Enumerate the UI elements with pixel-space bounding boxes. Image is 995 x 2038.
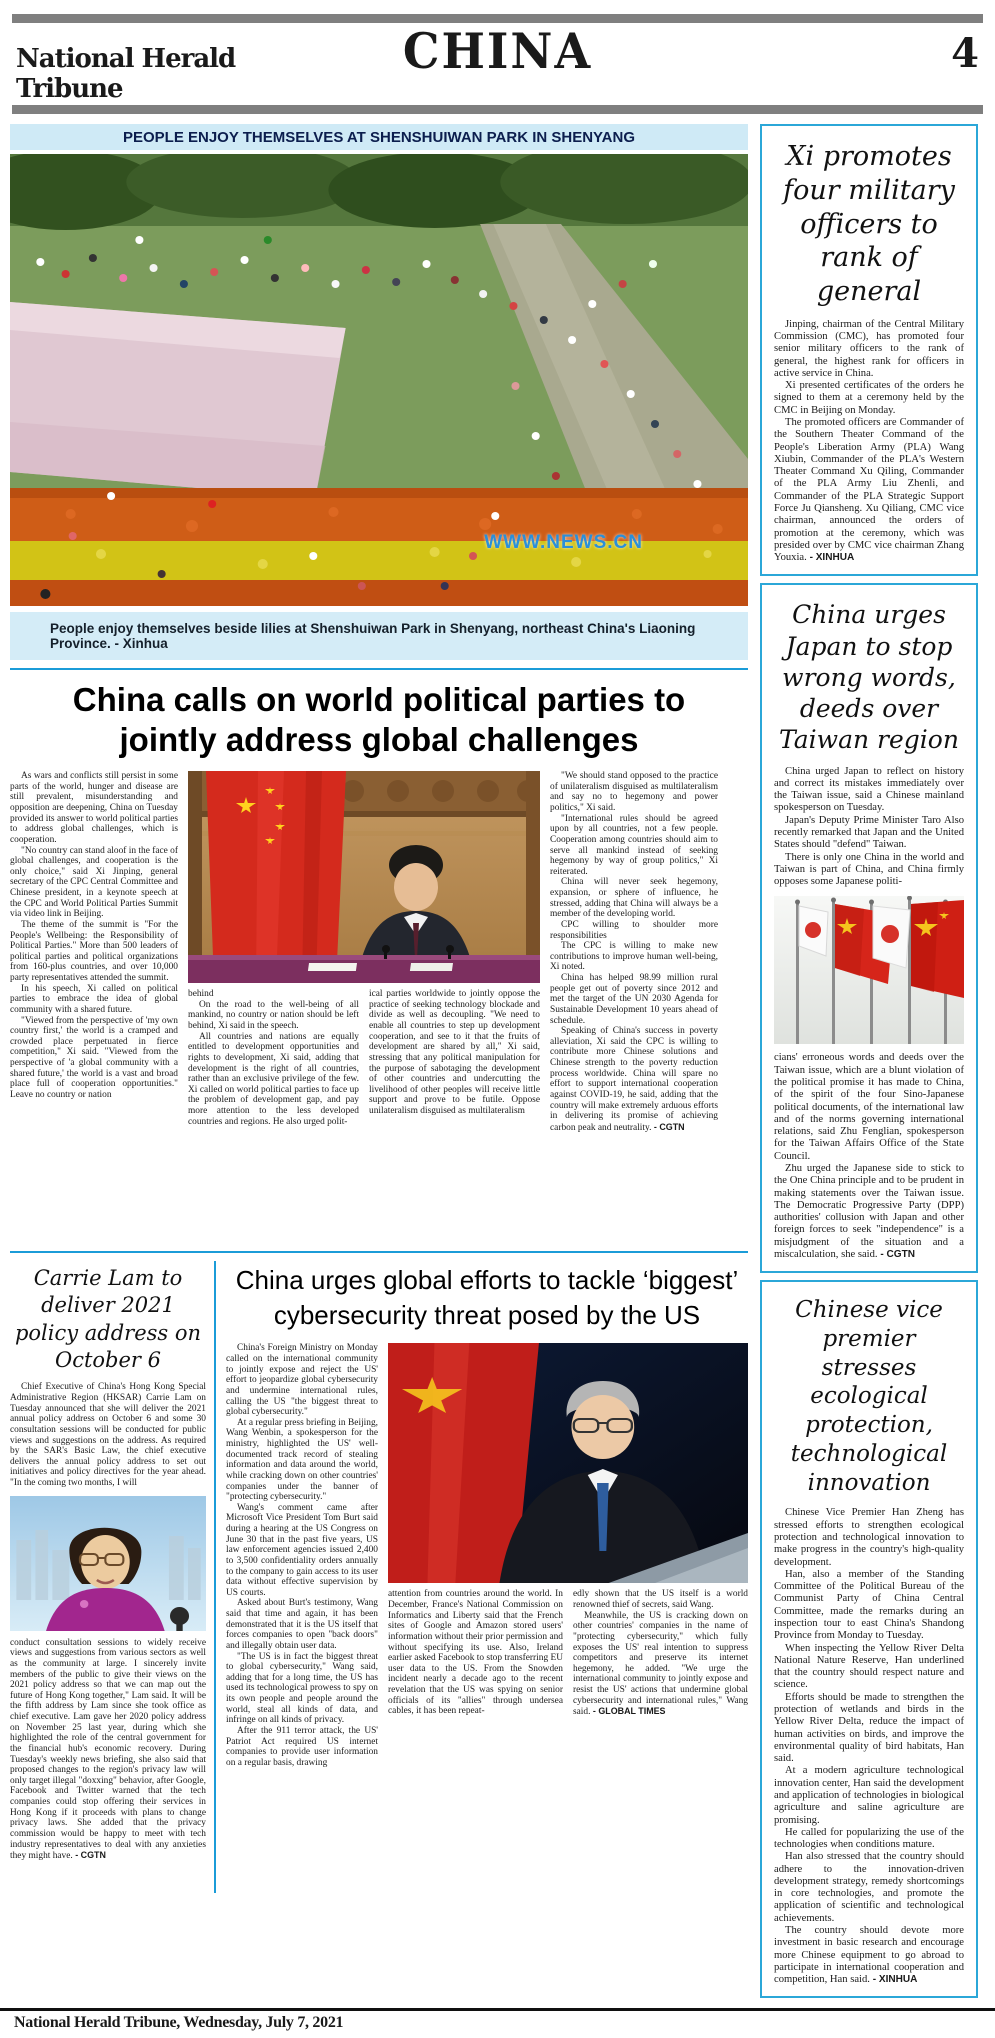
paragraph: Efforts should be made to strengthen the protection of wetlands and birds in the Yellow River Delta, reduce the impact of human activities on birds, and improve the environmental quality of bird habitats, Han said. [774,1691,964,1765]
news-agency-credit: - CGTN [72,1850,106,1861]
photo-banner-headline: PEOPLE ENJOY THEMSELVES AT SHENSHUIWAN PARK IN SHENYANG [10,124,748,150]
paragraph: China urged Japan to reflect on history and correct its mistakes immediately over the Taiwan issue, said a Chinese mainland spokesperson on Tuesday. [774,765,964,814]
paragraph: attention from countries around the world. In December, France's National Commission on Informatics and Liberty said that the French sites of Google and Amazon stored users' information without their prior permission and without specifying its use. Also, Ireland earlier asked Facebook to stop transferring EU user data to the US. From the Snowden incident nearly a decade ago to the recent revelation that the US was spying on senior officials of its "allies" through undersea cables, it has been repeat- [388,1589,563,1717]
news-agency-credit: - CGTN [651,1121,685,1132]
sidebar-article-japan [760,583,978,1273]
masthead [0,14,995,114]
paragraph: On the road to the well-being of all mankind, no country or nation should be left behind, Xi said in the speech. [188,999,359,1032]
china-japan-flags-photo [774,896,964,1044]
sidebar-article-generals [760,124,978,576]
generals-text [774,319,964,565]
sidebar [760,124,978,1998]
carrie-lam-photo [10,1496,206,1631]
paragraph: The CPC is willing to make new contributions to improve human well-being, Xi noted. [550,941,718,973]
news-cn-watermark: WWW.NEWS.CN [484,532,643,553]
news-agency-credit: - GLOBAL TIMES [590,1706,666,1717]
carrie-lam-text-top [10,1382,206,1488]
masthead-rule-top [12,14,983,23]
paragraph: In his speech, Xi called on political parties to embrace the idea of global community with a shared future. [10,983,178,1015]
footer-dateline: National Herald Tribune, Wednesday, July 7, 2021 [14,2014,344,2032]
paragraph: "We should stand opposed to the practice of unilateralism disguised as multilateralism and say no to hegemony and power politics," Xi said. [550,771,718,814]
carrie-lam-text-bottom [10,1638,206,1862]
main-article-column-1 [10,771,178,1241]
paragraph: Chinese Vice Premier Han Zheng has stressed efforts to strengthen ecological protection and technological innovation to make progress in the country's high-quality development. [774,1507,964,1568]
page-number: 4 [951,30,979,77]
paragraph: behind [188,989,214,1000]
paragraph: China has helped 98.99 million rural people get out of poverty since 2012 and met the target of the UN 2030 Agenda for Sustainable Development 10 years ahead of schedule. [550,973,718,1026]
paragraph: As wars and conflicts still persist in some parts of the world, hunger and disease are still prevalent, misunderstanding and opposition are deepening, China on Tuesday provided its answer to world political parties to address global challenges, which is cooperation. [10,771,178,845]
news-agency-credit: - CGTN [877,1248,916,1260]
paragraph: Han also stressed that the country should adhere to the innovation-driven development strategy, remedy shortcomings in core technologies, and promote the application of scientific and technological achievements. [774,1851,964,1924]
main-article-column-3 [369,989,540,1127]
paragraph: Jinping, chairman of the Central Military Commission (CMC), has promoted four senior military officers to the rank of general, the highest rank for officers in active service in China. [774,318,964,379]
park-photo [10,154,748,606]
wang-wenbin-photo [388,1343,748,1583]
generals-headline: Xi promotes four military officers to rank of general [783,141,955,307]
paragraph: Meanwhile, the US is cracking down on other countries' companies in the name of "protecting cybersecurity," which fully exposes the US' real intention to suppress competitors and preserve its internet hegemony, he added. "We urge the international community to jointly expose and resist the US' actions that undermine global cybersecurity and international rules," Wang said. - GLOBAL TIMES [573,1610,748,1718]
paragraph: China's Foreign Ministry on Monday called on the international community to jointly expose and reject the US' effort to jeopardize global cybersecurity and undermine international rules, calling the US "the biggest threat to global cybersecurity." [226,1343,378,1418]
cybersecurity-headline: China urges global efforts to tackle ‘biggest’ cybersecurity threat posed by the US [235,1265,739,1331]
paragraph: Xi presented certificates of the orders he signed to them at a ceremony held by the CMC in Beijing on Monday. [774,380,964,416]
main-article-column-2 [188,989,359,1127]
paragraph: The theme of the summit is "For the People's Wellbeing: the Responsibility of Political Parties." More than 500 leaders of political parties and political organizations from 160-plus countries, and over 10,000 party representatives attended the summit. [10,919,178,984]
paragraph: cians' erroneous words and deeds over the Taiwan issue, which are a blunt violation of the political promise it has made to China, of the spirit of the four Sino-Japanese political documents, of the international law and of the norms governing international relations, said Zhu Fenglian, spokesperson for the Taiwan Affairs Office of the State Council. [774,1052,964,1162]
divider-rule [10,668,748,670]
paragraph: Asked about Burt's testimony, Wang said that time and again, it has been demonstrated that it is the US itself that forces companies to open "back doors" and illegally obtain user data. [226,1598,378,1651]
sidebar-article-han-zheng [760,1280,978,1998]
paragraph: There is only one China in the world and Taiwan is part of China, and China firmly opposes some Japanese politi- [774,851,964,888]
carrie-lam-article [10,1261,214,1893]
cyber-column-3 [573,1589,748,1718]
paragraph: "International rules should be agreed upon by all countries, not a few people. Cooperation among countries should aim to serve all mankind instead of seeking hegemony by way of group politics," Xi reiterated. [550,813,718,877]
paragraph: "The US is in fact the biggest threat to global cybersecurity," Wang said, adding that for a long time, the US has used its technological prowess to spy on its own people and people around the world, steal all kinds of data, and infringe on all kinds of privacy. [226,1651,378,1726]
xi-summit-photo [188,771,540,983]
paragraph: At a regular press briefing in Beijing, Wang Wenbin, a spokesperson for the ministry, highlighted the US' well-documented track record of stealing information and data around the world, while cracking down on other countries' companies under the banner of "protecting cybersecurity." [226,1417,378,1503]
paragraph: CPC willing to shoulder more responsibilities [550,919,718,941]
japan-text-top [774,766,964,889]
paragraph: All countries and nations are equally entitled to development opportunities and rights to development, Xi said, adding that development is the right of all countries, rather than an exclusive privilege of the few. Xi called on world political parties to face up the problem of development gap, and pay more attention to the less developed countries and regions. He also urged polit- [188,1031,359,1127]
main-article [10,771,748,1241]
paragraph: After the 911 terror attack, the US' Patriot Act required US internet companies to provide user information on a regular basis, drawing [226,1725,378,1768]
paragraph: ical parties worldwide to jointly oppose the practice of seeking technology blockade and divide as well as decoupling. "We need to enable all countries to step up development cooperation, and see to it that the fruits of development are shared by all," Xi said, stressing that any political manipulation for the purpose of sabotaging the development of other countries and undercutting the livelihood of other peoples will receive little support and prove to be futile. Oppose unilateralism disguised as multilateralism [369,989,540,1117]
paragraph: "Viewed from the perspective of 'my own country first,' the world is a cramped and crowded place perpetuated in fierce competition," Xi said. "Viewed from the perspective of 'a global community with a shared future,' the world is a vast and broad place full of cooperation opportunities." Leave no country or nation [10,1015,178,1100]
cyber-column-2 [388,1589,563,1718]
paragraph: At a modern agriculture technological innovation center, Han said the development and application of technologies in biological agriculture and saline agriculture are promising. [774,1765,964,1826]
paragraph: Wang's comment came after Microsoft Vice President Tom Burt said during a hearing at the US Congress on June 30 that in the past five years, US law enforcement agencies issued 2,400 to 3,500 confidentiality orders annually to the company to gain access to its user data without effective supervision by US courts. [226,1502,378,1598]
masthead-rule-bottom [12,105,983,114]
paragraph: conduct consultation sessions to widely receive views and suggestions from various sectors as well as the community at large. I sincerely invite members of the public to give their views on the 2021 policy address so that we can map out the future of Hong Kong together," Lam said. It will be the fifth address by Lam since she took office as chief executive. Lam gave her 2020 policy address on November 25 last year, during which she highlighted the role of the central government for the financial hub's economic recovery. During Tuesday's weekly news briefing, she also said that proposed changes to the region's privacy law will only target illegal "doxxing" behavior, after Google, Facebook and Twitter warned that the tech companies could stop offering their services in Hong Kong if it proceeds with plans to change privacy laws. She added that the privacy commission would be happy to meet with tech industry representatives to deal with any anxieties they might have. - CGTN [10,1637,206,1862]
paragraph: Han, also a member of the Standing Committee of the Political Bureau of the Communist Party of China Central Committee, made the remarks during an inspection tour to east China's Shandong Province from Monday to Tuesday. [774,1568,964,1642]
footer [0,2008,995,2038]
paragraph: Zhu urged the Japanese side to stick to the One China principle and to be prudent in making statements over the Taiwan issue. The Democratic Progressive Party (DPP) authorities' collusion with Japan and other foreign forces to seek "independence" is a misjudgment of the situation and a miscalculation, she said. - CGTN [774,1162,964,1260]
main-column [10,124,748,1998]
paragraph: edly shown that the US itself is a world renowned thief of secrets, said Wang. [573,1589,748,1610]
section-title: CHINA [402,22,593,80]
main-article-column-4 [550,771,718,1241]
japan-headline: China urges Japan to stop wrong words, deeds over Taiwan region [779,600,959,755]
paragraph: He called for popularizing the use of the technologies when conditions mature. [774,1826,964,1851]
japan-text-bottom [774,1052,964,1261]
cybersecurity-article [214,1261,748,1893]
carrie-lam-headline: Carrie Lam to deliver 2021 policy address on October 6 [14,1266,202,1373]
main-headline: China calls on world political parties to jointly address global challenges [72,681,686,758]
paragraph: The promoted officers are Commander of the Southern Theater Command of the People's Liberation Army (PLA) Wang Xiubin, Commander of the PLA's Western Theater Command Xu Qiling, Commander of the PLA Army Liu Zhenli, and Commander of the PLA Strategic Support Force Ju Qiansheng. Xu Qiliang, CMC vice chairman, announced the orders of promotion at the ceremony, which was presided over by CMC vice chairman Zhang Youxia. - XINHUA [774,417,964,564]
paragraph: Chief Executive of China's Hong Kong Special Administrative Region (HKSAR) Carrie Lam on Tuesday announced that she will deliver the 2021 annual policy address on October 6 and some 30 consultation sessions will be conducted for public views and suggestions on the address. As required by the SAR's Basic Law, the chief executive delivers the annual policy address to set out initiatives and policy directives for the year ahead. "In the coming two months, I will [10,1382,206,1488]
han-zheng-text [774,1507,964,1986]
news-agency-credit: - XINHUA [806,552,855,564]
paragraph: Speaking of China's success in poverty alleviation, Xi said the CPC is willing to contribute more Chinese solutions and Chinese strength to the poverty reduction process worldwide. China will spare no effort to support international cooperation against COVID-19, he said, adding that the country will make extremely arduous efforts in delivering its promise of achieving carbon peak and neutrality. - CGTN [550,1026,718,1133]
paragraph: China will never seek hegemony, expansion, or sphere of influence, he stressed, adding that China will always be a member of the developing world. [550,877,718,920]
photo-caption: People enjoy themselves beside lilies at Shenshuiwan Park in Shenyang, northeast China's Liaoning Province. - Xinhua [10,612,748,660]
paragraph: "No country can stand aloof in the face of global challenges, and cooperation is the only choice," said Xi Jinping, general secretary of the CPC Central Committee and Chinese president, in a keynote speech at the CPC and World Political Parties Summit via video link in Beijing. [10,845,178,920]
paragraph: The country should devote more investment in basic research and encourage more Chinese equipment to go abroad to participate in international cooperation and competition, Han said. - XINHUA [774,1925,964,1986]
paragraph: Japan's Deputy Prime Minister Taro Also recently remarked that Japan and the United States should "defend" Taiwan. [774,814,964,851]
han-zheng-headline: Chinese vice premier stresses ecological protection, technological innovation [790,1297,948,1496]
cyber-column-1 [226,1343,378,1768]
news-agency-credit: - XINHUA [869,1974,918,1986]
paragraph: When inspecting the Yellow River Delta National Nature Reserve, Han underlined that the country should respect nature and science. [774,1642,964,1691]
paper-name: National Herald Tribune [16,44,236,104]
